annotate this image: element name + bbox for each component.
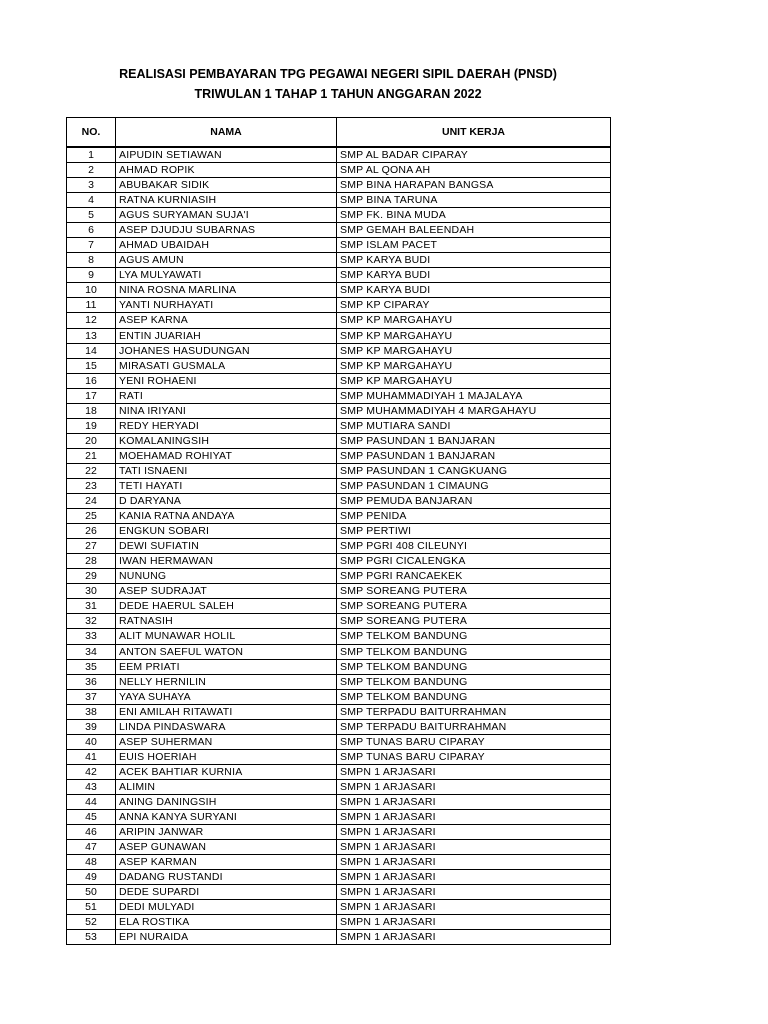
cell-nama: AIPUDIN SETIAWAN bbox=[116, 147, 337, 163]
cell-nama: DEWI SUFIATIN bbox=[116, 539, 337, 554]
table-row bbox=[67, 448, 611, 463]
table-row bbox=[67, 810, 611, 825]
cell-unit-kerja: SMP TELKOM BANDUNG bbox=[337, 629, 611, 644]
cell-no: 51 bbox=[67, 900, 116, 915]
cell-no: 34 bbox=[67, 644, 116, 659]
cell-unit-kerja: SMPN 1 ARJASARI bbox=[337, 900, 611, 915]
cell-no: 19 bbox=[67, 418, 116, 433]
cell-no: 44 bbox=[67, 794, 116, 809]
cell-unit-kerja: SMP KP MARGAHAYU bbox=[337, 313, 611, 328]
table-row bbox=[67, 433, 611, 448]
table-row bbox=[67, 418, 611, 433]
table-row bbox=[67, 343, 611, 358]
cell-nama: ASEP GUNAWAN bbox=[116, 840, 337, 855]
cell-no: 25 bbox=[67, 509, 116, 524]
cell-no: 46 bbox=[67, 825, 116, 840]
cell-unit-kerja: SMPN 1 ARJASARI bbox=[337, 870, 611, 885]
cell-no: 28 bbox=[67, 554, 116, 569]
cell-no: 4 bbox=[67, 193, 116, 208]
table-row bbox=[67, 494, 611, 509]
cell-nama: LINDA PINDASWARA bbox=[116, 719, 337, 734]
cell-nama: ENI AMILAH RITAWATI bbox=[116, 704, 337, 719]
cell-nama: YAYA SUHAYA bbox=[116, 689, 337, 704]
cell-unit-kerja: SMP MUHAMMADIYAH 4 MARGAHAYU bbox=[337, 403, 611, 418]
table-row bbox=[67, 193, 611, 208]
cell-nama: EUIS HOERIAH bbox=[116, 749, 337, 764]
cell-no: 14 bbox=[67, 343, 116, 358]
table-row bbox=[67, 298, 611, 313]
table-row bbox=[67, 584, 611, 599]
cell-unit-kerja: SMP SOREANG PUTERA bbox=[337, 614, 611, 629]
cell-no: 49 bbox=[67, 870, 116, 885]
cell-no: 7 bbox=[67, 238, 116, 253]
cell-unit-kerja: SMP SOREANG PUTERA bbox=[337, 599, 611, 614]
cell-nama: ENGKUN SOBARI bbox=[116, 524, 337, 539]
cell-no: 6 bbox=[67, 223, 116, 238]
cell-unit-kerja: SMPN 1 ARJASARI bbox=[337, 810, 611, 825]
cell-no: 40 bbox=[67, 734, 116, 749]
header-no: NO. bbox=[67, 118, 116, 148]
table-row bbox=[67, 674, 611, 689]
cell-unit-kerja: SMP TUNAS BARU CIPARAY bbox=[337, 734, 611, 749]
table-row bbox=[67, 539, 611, 554]
cell-no: 21 bbox=[67, 448, 116, 463]
cell-nama: REDY HERYADI bbox=[116, 418, 337, 433]
cell-no: 10 bbox=[67, 283, 116, 298]
cell-nama: DADANG RUSTANDI bbox=[116, 870, 337, 885]
cell-nama: AGUS SURYAMAN SUJA'I bbox=[116, 208, 337, 223]
cell-no: 23 bbox=[67, 478, 116, 493]
cell-unit-kerja: SMP PASUNDAN 1 BANJARAN bbox=[337, 433, 611, 448]
cell-nama: NELLY HERNILIN bbox=[116, 674, 337, 689]
cell-nama: LYA MULYAWATI bbox=[116, 268, 337, 283]
table-row bbox=[67, 554, 611, 569]
cell-nama: KANIA RATNA ANDAYA bbox=[116, 509, 337, 524]
cell-no: 17 bbox=[67, 388, 116, 403]
cell-no: 33 bbox=[67, 629, 116, 644]
cell-no: 5 bbox=[67, 208, 116, 223]
cell-unit-kerja: SMP MUHAMMADIYAH 1 MAJALAYA bbox=[337, 388, 611, 403]
cell-unit-kerja: SMPN 1 ARJASARI bbox=[337, 915, 611, 930]
cell-nama: NINA IRIYANI bbox=[116, 403, 337, 418]
cell-unit-kerja: SMP PGRI CICALENGKA bbox=[337, 554, 611, 569]
cell-no: 48 bbox=[67, 855, 116, 870]
cell-nama: TATI ISNAENI bbox=[116, 463, 337, 478]
table-row bbox=[67, 659, 611, 674]
cell-no: 30 bbox=[67, 584, 116, 599]
header-unit-kerja: UNIT KERJA bbox=[337, 118, 611, 148]
cell-unit-kerja: SMP TELKOM BANDUNG bbox=[337, 644, 611, 659]
cell-no: 26 bbox=[67, 524, 116, 539]
cell-nama: DEDE HAERUL SALEH bbox=[116, 599, 337, 614]
cell-no: 29 bbox=[67, 569, 116, 584]
cell-nama: EPI NURAIDA bbox=[116, 930, 337, 945]
cell-no: 52 bbox=[67, 915, 116, 930]
cell-unit-kerja: SMP BINA HARAPAN BANGSA bbox=[337, 178, 611, 193]
document-title: REALISASI PEMBAYARAN TPG PEGAWAI NEGERI SIPIL DAERAH (PNSD) bbox=[119, 67, 557, 81]
table-row bbox=[67, 268, 611, 283]
table-row bbox=[67, 930, 611, 945]
cell-nama: ACEK BAHTIAR KURNIA bbox=[116, 764, 337, 779]
table-row bbox=[67, 885, 611, 900]
table-row bbox=[67, 825, 611, 840]
table-row bbox=[67, 900, 611, 915]
cell-nama: YENI ROHAENI bbox=[116, 373, 337, 388]
table-row bbox=[67, 524, 611, 539]
cell-nama: AGUS AMUN bbox=[116, 253, 337, 268]
cell-no: 36 bbox=[67, 674, 116, 689]
cell-nama: ANNA KANYA SURYANI bbox=[116, 810, 337, 825]
cell-no: 37 bbox=[67, 689, 116, 704]
table-row bbox=[67, 719, 611, 734]
table-row bbox=[67, 749, 611, 764]
table-row bbox=[67, 855, 611, 870]
table-row bbox=[67, 178, 611, 193]
cell-nama: TETI HAYATI bbox=[116, 478, 337, 493]
cell-unit-kerja: SMP BINA TARUNA bbox=[337, 193, 611, 208]
cell-no: 1 bbox=[67, 147, 116, 163]
cell-no: 24 bbox=[67, 494, 116, 509]
cell-no: 38 bbox=[67, 704, 116, 719]
cell-unit-kerja: SMP KARYA BUDI bbox=[337, 283, 611, 298]
cell-nama: ALIMIN bbox=[116, 779, 337, 794]
document-subtitle: TRIWULAN 1 TAHAP 1 TAHUN ANGGARAN 2022 bbox=[194, 87, 482, 101]
cell-no: 39 bbox=[67, 719, 116, 734]
cell-no: 9 bbox=[67, 268, 116, 283]
cell-nama: ASEP SUDRAJAT bbox=[116, 584, 337, 599]
cell-nama: DEDE SUPARDI bbox=[116, 885, 337, 900]
cell-unit-kerja: SMP KP MARGAHAYU bbox=[337, 343, 611, 358]
cell-unit-kerja: SMP KARYA BUDI bbox=[337, 253, 611, 268]
cell-unit-kerja: SMP GEMAH BALEENDAH bbox=[337, 223, 611, 238]
cell-no: 32 bbox=[67, 614, 116, 629]
cell-unit-kerja: SMP TERPADU BAITURRAHMAN bbox=[337, 719, 611, 734]
cell-unit-kerja: SMPN 1 ARJASARI bbox=[337, 794, 611, 809]
table-row bbox=[67, 569, 611, 584]
cell-no: 45 bbox=[67, 810, 116, 825]
cell-no: 20 bbox=[67, 433, 116, 448]
cell-unit-kerja: SMP PEMUDA BANJARAN bbox=[337, 494, 611, 509]
table-row bbox=[67, 509, 611, 524]
cell-no: 35 bbox=[67, 659, 116, 674]
cell-unit-kerja: SMP KP MARGAHAYU bbox=[337, 328, 611, 343]
cell-no: 53 bbox=[67, 930, 116, 945]
table-row bbox=[67, 283, 611, 298]
cell-nama: IWAN HERMAWAN bbox=[116, 554, 337, 569]
cell-no: 11 bbox=[67, 298, 116, 313]
cell-no: 41 bbox=[67, 749, 116, 764]
cell-nama: ABUBAKAR SIDIK bbox=[116, 178, 337, 193]
cell-nama: ASEP KARMAN bbox=[116, 855, 337, 870]
cell-no: 43 bbox=[67, 779, 116, 794]
cell-nama: ASEP DJUDJU SUBARNAS bbox=[116, 223, 337, 238]
cell-nama: AHMAD ROPIK bbox=[116, 163, 337, 178]
cell-no: 18 bbox=[67, 403, 116, 418]
table-row bbox=[67, 629, 611, 644]
table-row bbox=[67, 358, 611, 373]
table-row bbox=[67, 689, 611, 704]
cell-nama: NINA ROSNA MARLINA bbox=[116, 283, 337, 298]
table-row bbox=[67, 870, 611, 885]
cell-nama: AHMAD UBAIDAH bbox=[116, 238, 337, 253]
cell-no: 22 bbox=[67, 463, 116, 478]
table-row bbox=[67, 208, 611, 223]
table-row bbox=[67, 840, 611, 855]
table-row bbox=[67, 779, 611, 794]
cell-unit-kerja: SMP KP CIPARAY bbox=[337, 298, 611, 313]
cell-no: 13 bbox=[67, 328, 116, 343]
cell-unit-kerja: SMP TELKOM BANDUNG bbox=[337, 689, 611, 704]
cell-nama: ARIPIN JANWAR bbox=[116, 825, 337, 840]
cell-unit-kerja: SMPN 1 ARJASARI bbox=[337, 764, 611, 779]
cell-no: 3 bbox=[67, 178, 116, 193]
cell-unit-kerja: SMP PGRI 408 CILEUNYI bbox=[337, 539, 611, 554]
cell-nama: ASEP KARNA bbox=[116, 313, 337, 328]
table-row bbox=[67, 328, 611, 343]
cell-unit-kerja: SMP AL BADAR CIPARAY bbox=[337, 147, 611, 163]
cell-unit-kerja: SMP PERTIWI bbox=[337, 524, 611, 539]
cell-unit-kerja: SMP KARYA BUDI bbox=[337, 268, 611, 283]
cell-unit-kerja: SMP TELKOM BANDUNG bbox=[337, 659, 611, 674]
employee-table bbox=[66, 117, 611, 945]
cell-nama: RATNASIH bbox=[116, 614, 337, 629]
cell-no: 42 bbox=[67, 764, 116, 779]
cell-no: 8 bbox=[67, 253, 116, 268]
table-row bbox=[67, 463, 611, 478]
cell-unit-kerja: SMP PASUNDAN 1 BANJARAN bbox=[337, 448, 611, 463]
cell-nama: NUNUNG bbox=[116, 569, 337, 584]
table-row bbox=[67, 163, 611, 178]
cell-unit-kerja: SMPN 1 ARJASARI bbox=[337, 885, 611, 900]
cell-unit-kerja: SMP PASUNDAN 1 CIMAUNG bbox=[337, 478, 611, 493]
cell-unit-kerja: SMP MUTIARA SANDI bbox=[337, 418, 611, 433]
cell-nama: MIRASATI GUSMALA bbox=[116, 358, 337, 373]
cell-unit-kerja: SMP KP MARGAHAYU bbox=[337, 358, 611, 373]
table-row bbox=[67, 734, 611, 749]
cell-nama: YANTI NURHAYATI bbox=[116, 298, 337, 313]
cell-no: 27 bbox=[67, 539, 116, 554]
cell-nama: ENTIN JUARIAH bbox=[116, 328, 337, 343]
cell-nama: ELA ROSTIKA bbox=[116, 915, 337, 930]
cell-unit-kerja: SMP AL QONA AH bbox=[337, 163, 611, 178]
table-body bbox=[67, 147, 611, 945]
cell-unit-kerja: SMP FK. BINA MUDA bbox=[337, 208, 611, 223]
cell-nama: MOEHAMAD ROHIYAT bbox=[116, 448, 337, 463]
cell-unit-kerja: SMP TELKOM BANDUNG bbox=[337, 674, 611, 689]
table-row bbox=[67, 764, 611, 779]
cell-nama: D DARYANA bbox=[116, 494, 337, 509]
cell-unit-kerja: SMP ISLAM PACET bbox=[337, 238, 611, 253]
table-row bbox=[67, 614, 611, 629]
table-row bbox=[67, 147, 611, 163]
cell-nama: ALIT MUNAWAR HOLIL bbox=[116, 629, 337, 644]
table-row bbox=[67, 403, 611, 418]
cell-nama: ANING DANINGSIH bbox=[116, 794, 337, 809]
cell-no: 47 bbox=[67, 840, 116, 855]
cell-no: 50 bbox=[67, 885, 116, 900]
table-row bbox=[67, 373, 611, 388]
cell-nama: JOHANES HASUDUNGAN bbox=[116, 343, 337, 358]
table-header-row bbox=[67, 118, 611, 148]
cell-unit-kerja: SMP PGRI RANCAEKEK bbox=[337, 569, 611, 584]
cell-nama: KOMALANINGSIH bbox=[116, 433, 337, 448]
table-row bbox=[67, 388, 611, 403]
cell-nama: RATNA KURNIASIH bbox=[116, 193, 337, 208]
table-row bbox=[67, 915, 611, 930]
cell-no: 12 bbox=[67, 313, 116, 328]
cell-nama: ASEP SUHERMAN bbox=[116, 734, 337, 749]
table-row bbox=[67, 313, 611, 328]
table-row bbox=[67, 704, 611, 719]
cell-unit-kerja: SMPN 1 ARJASARI bbox=[337, 779, 611, 794]
cell-unit-kerja: SMPN 1 ARJASARI bbox=[337, 855, 611, 870]
cell-nama: RATI bbox=[116, 388, 337, 403]
cell-unit-kerja: SMPN 1 ARJASARI bbox=[337, 825, 611, 840]
table-row bbox=[67, 253, 611, 268]
header-nama: NAMA bbox=[116, 118, 337, 148]
table-row bbox=[67, 223, 611, 238]
cell-unit-kerja: SMPN 1 ARJASARI bbox=[337, 840, 611, 855]
table-row bbox=[67, 794, 611, 809]
cell-nama: ANTON SAEFUL WATON bbox=[116, 644, 337, 659]
cell-unit-kerja: SMP TUNAS BARU CIPARAY bbox=[337, 749, 611, 764]
table-row bbox=[67, 644, 611, 659]
cell-unit-kerja: SMP SOREANG PUTERA bbox=[337, 584, 611, 599]
cell-unit-kerja: SMP KP MARGAHAYU bbox=[337, 373, 611, 388]
cell-unit-kerja: SMPN 1 ARJASARI bbox=[337, 930, 611, 945]
table-row bbox=[67, 238, 611, 253]
table-row bbox=[67, 478, 611, 493]
cell-no: 31 bbox=[67, 599, 116, 614]
cell-no: 2 bbox=[67, 163, 116, 178]
cell-unit-kerja: SMP TERPADU BAITURRAHMAN bbox=[337, 704, 611, 719]
cell-unit-kerja: SMP PASUNDAN 1 CANGKUANG bbox=[337, 463, 611, 478]
cell-no: 16 bbox=[67, 373, 116, 388]
table-row bbox=[67, 599, 611, 614]
cell-nama: EEM PRIATI bbox=[116, 659, 337, 674]
cell-no: 15 bbox=[67, 358, 116, 373]
cell-nama: DEDI MULYADI bbox=[116, 900, 337, 915]
cell-unit-kerja: SMP PENIDA bbox=[337, 509, 611, 524]
